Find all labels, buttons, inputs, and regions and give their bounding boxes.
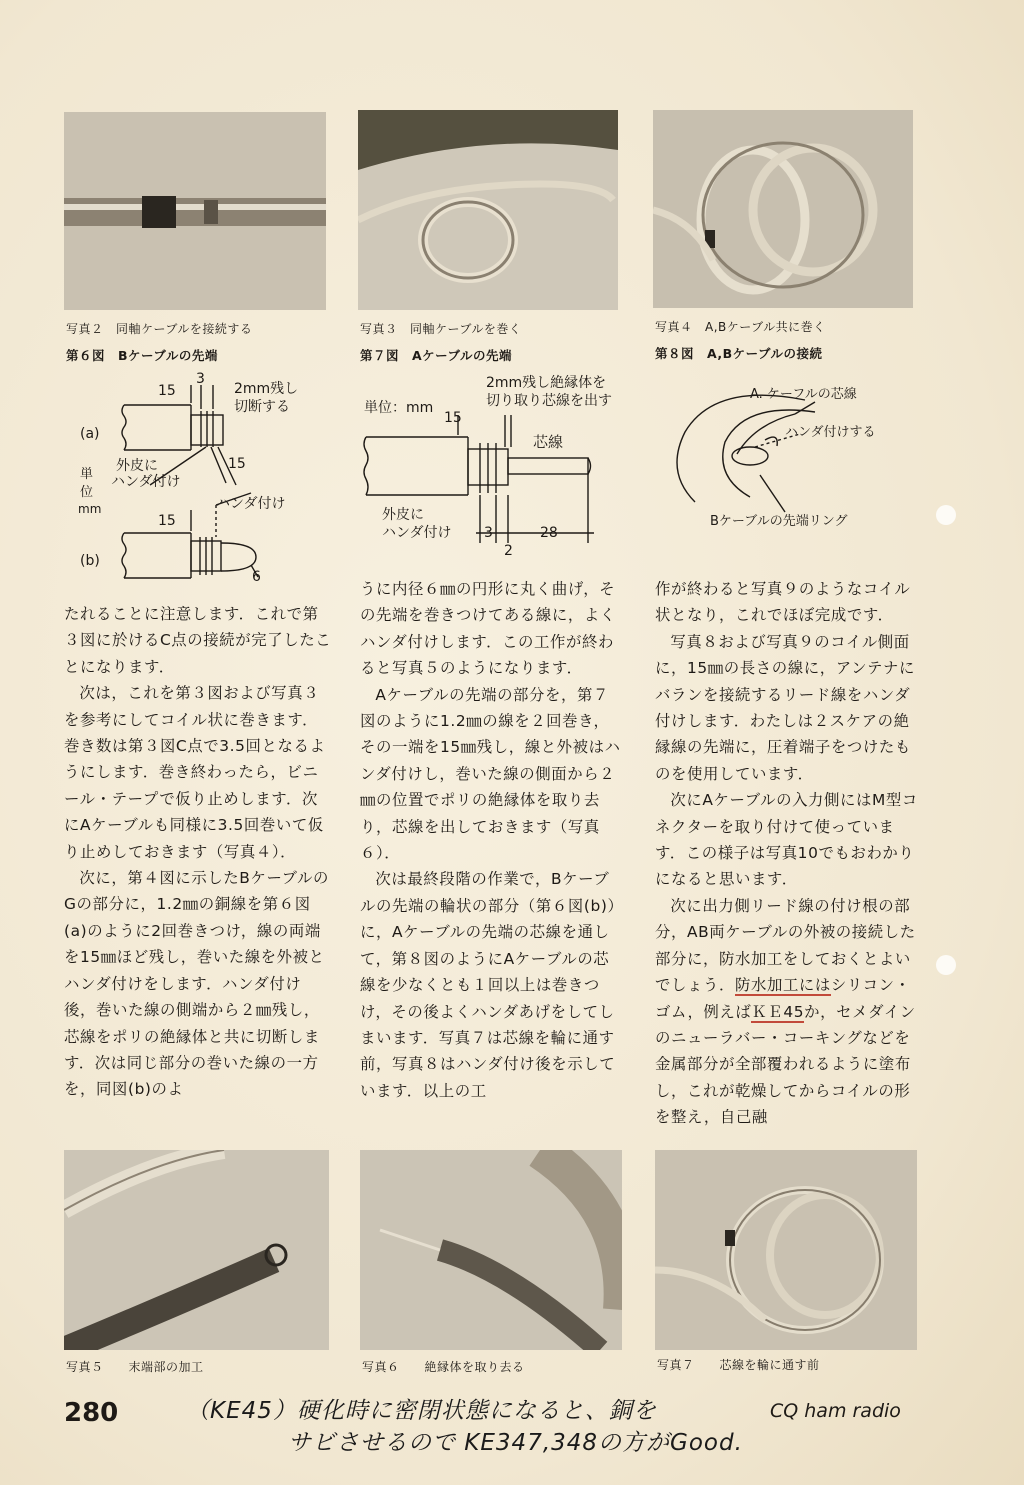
handwritten-note-line-2: サビさせるので KE347,348の方がGood. <box>288 1430 743 1456</box>
fig8-label-handa: ハンダ付けする <box>785 425 876 440</box>
punch-hole <box>936 505 956 525</box>
fig7-shinsen: 芯線 <box>533 433 564 451</box>
fig7-3: 3 <box>484 525 493 541</box>
text-run: 次に出力側リード線の付け根の部分，AB両ケーブルの外被の接続した部分に，防水加工をしておくとよいでしょう． <box>655 896 916 995</box>
figure-8-diagram <box>655 362 925 542</box>
figure-7-title: 第７図 Aケーブルの先端 <box>360 348 513 363</box>
text-run: シリコン・ゴム，例えば <box>655 976 911 1021</box>
paragraph: 次にAケーブルの入力側にはM型コネクターを取り付けて使っています．この様子は写真10でもおわかりになると思います． <box>655 791 918 889</box>
paragraph <box>655 893 925 1131</box>
fig6-b: (b) <box>80 553 100 569</box>
fig6-note2: 切断する <box>234 399 290 415</box>
figure-6-title: 第６図 Bケーブルの先端 <box>66 348 218 363</box>
fig6-3: 3 <box>196 371 205 387</box>
figure-6-diagram <box>66 365 336 590</box>
fig6-tan: 単 <box>80 467 94 482</box>
paragraph: 作が終わると写真９のようなコイル状となり，これでほぼ完成です． <box>655 580 911 625</box>
paragraph: 次は，これを第３図および写真３を参考にしてコイル状に巻きます．巻き数は第３図C点で3.5回となるようにします．巻き終わったら，ビニール・テープで仮り止めします．次にAケーブルも同様に3.5回巻いて仮り止めしておきます（写真４）． <box>64 684 326 861</box>
text-run: か，セメダインのニューラバー・コーキングなどを金属部分が全部覆われるように塗布し，これが乾燥してからコイルの形を整え，自己融 <box>655 1002 916 1127</box>
caption-photo-2: 写真２ 同軸ケーブルを接続する <box>66 322 253 336</box>
photo-3 <box>358 110 618 310</box>
paragraph: Aケーブルの先端の部分を，第７図のように1.2㎜の線を２回巻き，その一端を15㎜残し，線と外被はハンダ付けし，巻いた線の側面から２㎜の位置でポリの絶縁体を取り去り，芯線を出しておきます（写真６）． <box>360 685 621 863</box>
fig7-unit: 単位：mm <box>364 400 434 416</box>
fig7-note1: 2mm残し絶縁体を <box>486 375 607 391</box>
fig8-label-a: A. ケーフルの芯線 <box>750 387 857 402</box>
figure-8-title: 第８図 A,Bケーブルの接続 <box>655 346 823 361</box>
caption-photo-5: 写真５ 末端部の加工 <box>66 1360 204 1374</box>
fig6-15c: 15 <box>158 513 176 529</box>
caption-photo-7: 写真７ 芯線を輪に通す前 <box>657 1358 820 1372</box>
text-column-2 <box>360 576 622 1104</box>
caption-photo-6: 写真６ 絶縁体を取り去る <box>362 1360 525 1374</box>
fig6-handa: ハンダ付け <box>111 474 181 490</box>
photo-2 <box>64 112 326 310</box>
fig6-15a: 15 <box>158 383 176 399</box>
fig6-note: 2mm残し <box>234 381 299 397</box>
fig6-handa2: ハンダ付け <box>216 496 286 512</box>
caption-photo-3: 写真３ 同軸ケーブルを巻く <box>360 322 522 336</box>
photo-7 <box>655 1150 917 1350</box>
page-number: 280 <box>64 1398 119 1428</box>
magazine-name: CQ ham radio <box>770 1400 901 1422</box>
paragraph: うに内径６㎜の円形に丸く曲げ，その先端を巻きつけてある線に，よくハンダ付けします．この工作が終わると写真５のようになります． <box>360 580 616 678</box>
text-column-3 <box>655 576 925 1131</box>
photo-5 <box>64 1150 329 1350</box>
fig6-6: 6 <box>252 569 261 585</box>
paragraph: 次は最終段階の作業で，Bケーブルの先端の輪状の部分（第６図(b)）に，Aケーブルの先端の芯線を通して，第８図のようにAケーブルの芯線を少なくとも１回以上は巻きつけ，その後よくハンダあげをしてしまいます．写真７は芯線を輪に通す前，写真８はハンダ付け後を示しています．以上の工 <box>360 870 616 1100</box>
fig6-i: 位 <box>80 485 94 500</box>
paragraph: 次に，第４図に示したBケーブルのGの部分に，1.2㎜の銅線を第６図(a)のように2回巻きつけ，線の両端を15㎜ほど残し，巻いた線を外被とハンダ付けをします．ハンダ付け後，巻いた線の側端から２㎜残し，芯線をポリの絶縁体と共に切断します．次は同じ部分の巻いた線の一方を，同図(b)のよ <box>64 869 330 1099</box>
photo-6 <box>360 1150 622 1350</box>
punch-hole <box>936 955 956 975</box>
fig7-2: 2 <box>504 543 513 559</box>
underlined-product: ＫＥ45 <box>751 1002 805 1021</box>
handwritten-note-line-1: （KE45）硬化時に密閉状態になると、銅を <box>186 1398 657 1424</box>
fig6-15b: 15 <box>228 456 246 472</box>
underlined-phrase: 防水加工には <box>734 976 831 995</box>
fig6-gaihi: 外皮に <box>116 458 158 474</box>
paragraph: たれることに注意します．これで第３図に於けるC点の接続が完了したことになります． <box>64 605 332 676</box>
text-column-1 <box>64 601 332 1103</box>
fig8-label-b: Bケーブルの先端リング <box>710 514 848 529</box>
fig7-handa: ハンダ付け <box>382 525 452 541</box>
caption-photo-4: 写真４ A,Bケーブル共に巻く <box>655 320 826 334</box>
fig6-a: (a) <box>80 426 100 442</box>
fig7-28: 28 <box>540 525 558 541</box>
fig7-gaihi: 外皮に <box>382 507 424 523</box>
fig7-15: 15 <box>444 410 462 426</box>
paragraph: 写真８および写真９のコイル側面に，15㎜の長さの線に，アンテナにバランを接続するリード線をハンダ付けします．わたしは２スケアの絶縁線の先端に，圧着端子をつけたものを使用しています． <box>655 632 916 783</box>
figure-7-diagram <box>358 365 628 560</box>
photo-4 <box>653 110 913 308</box>
fig6-mm: mm <box>78 502 102 516</box>
fig7-note2: 切り取り芯線を出す <box>486 393 612 409</box>
